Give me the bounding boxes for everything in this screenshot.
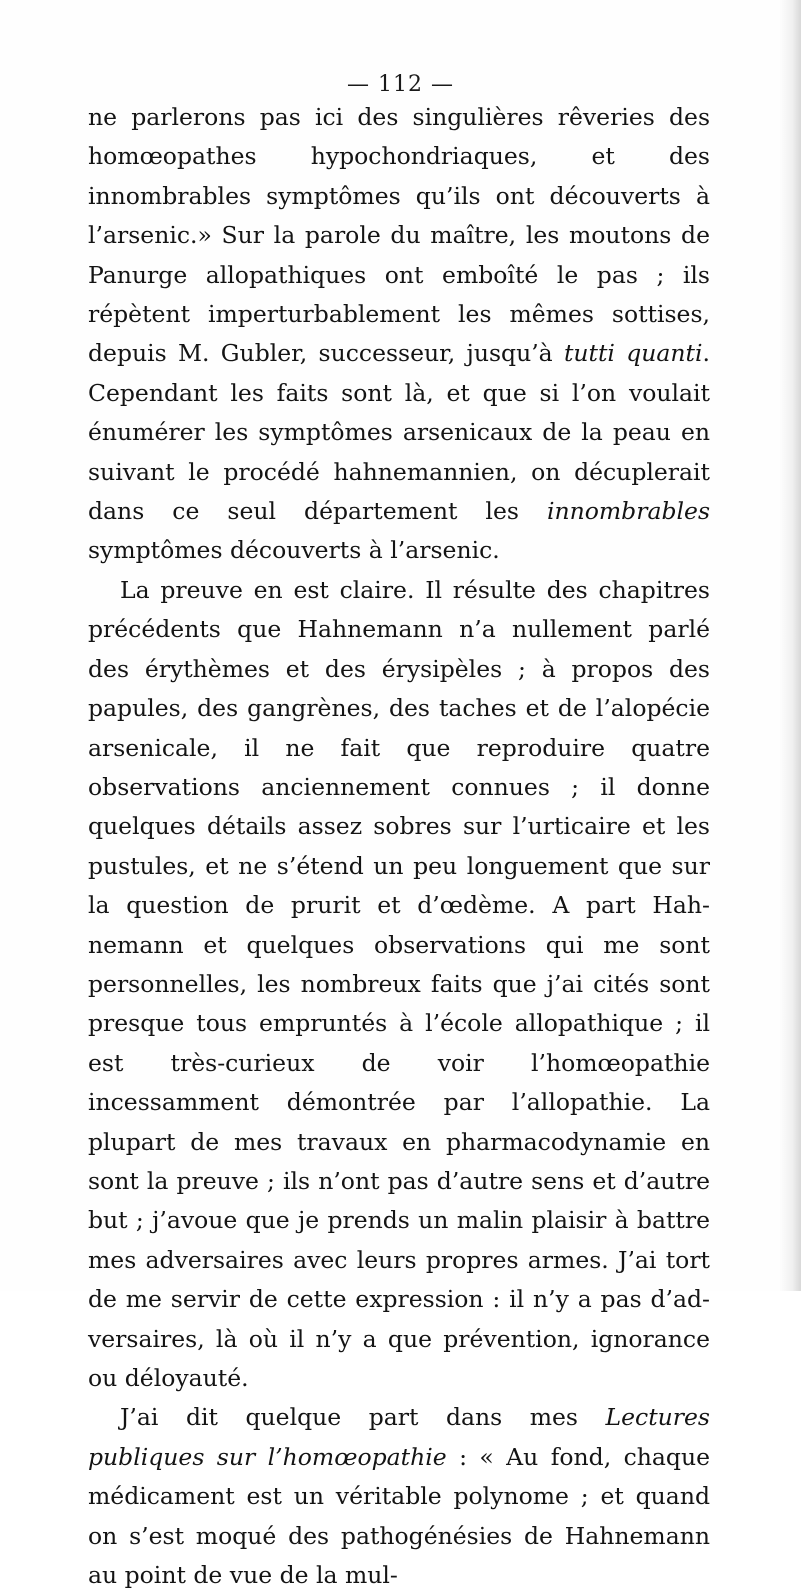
text-segment: symptômes découverts à l’arsenic. [88,536,500,565]
paragraph-1 [88,98,710,571]
italic-word-innombrables: innombrables [546,497,710,526]
text-segment: La preuve en est claire. Il résulte des chapitres précédents que Hahnemann n’a nullement parlé des érythèmes et des érysipèles ; à propos des papules, des gangrènes, des taches et de l’alopécie arsenicale, il ne fait que reproduire quatre observations anciennement connues ; il donne quelques détails assez sobres sur l’urticaire et les pustules, et ne s’étend un peu longuement que sur la question de prurit et d’œdème. A part Hahnemann et quelques observations qui me sont personnelles, les nombreux faits que j’ai cités sont presque tous empruntés à l’école allopathique ; il est très-curieux de voir l’homœopathie incessamment démontrée par l’allopathie. La plupart de mes travaux en pharmacodynamie en sont la preuve ; ils n’ont pas d’autre sens et d’autre but ; j’avoue que je prends un malin plaisir à battre mes adversaires avec leurs propres armes. J’ai tort de me servir de cette expression : il n’y a pas d’adversaires, là où il n’y a que prévention, ignorance ou déloyauté. [88,575,710,1392]
body-text [88,98,710,1595]
text-segment: ne parlerons pas ici des singulières rêveries des homœopathes hypochondriaques, et des innombrables symptômes qu’ils ont découverts à l’arsenic.» Sur la parole du maître, les moutons de Panurge allopathiques ont emboîté le pas ; ils répètent imperturbablement les mêmes sottises, depuis M. Gubler, successeur, jusqu’à [88,103,710,368]
page-edge-shadow [779,0,801,1291]
paragraph-3 [88,1398,710,1595]
text-segment: : « Au fond, chaque médicament est un véritable polynome ; et quand on s’est moqué des pathogénésies de Hahnemann au point de vue de la mul- [88,1442,711,1590]
text-segment: . Cependant les faits sont là, et que si l’on voulait énumérer les symptômes arsenicaux de la peau en suivant le procédé hahnemannien, on décuplerait dans ce seul département les [88,339,710,526]
italic-phrase-tutti-quanti: tutti quanti [563,339,703,368]
paragraph-2 [88,571,710,1399]
page-number: — 112 — [347,72,454,97]
italic-title-lectures-publiques: Lectures publiques sur l’homœopathie [88,1403,710,1471]
text-segment: J’ai dit quelque part dans mes [120,1403,606,1432]
